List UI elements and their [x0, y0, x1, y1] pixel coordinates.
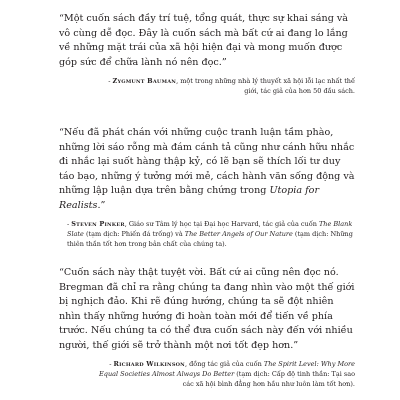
- quote-text: [59, 126, 355, 213]
- attribution-dash: -: [109, 360, 114, 368]
- quote-text-end: .”: [97, 199, 106, 211]
- author-book-title: The Blank Slate: [67, 220, 353, 238]
- quote-block-pinker: [59, 126, 355, 249]
- author-description: , một trong những nhà lý thuyết xã hội lỗi lạc nhất thế giới, tác giả của hơn 50 đầu sách.: [176, 77, 355, 95]
- author-description: (tạm dịch: Phiến đá trống) và: [83, 230, 185, 238]
- quote-block-wilkinson: [59, 266, 355, 389]
- author-book-title: The Better Angels of Our Nature: [184, 230, 293, 238]
- quote-block-bauman: [59, 12, 355, 96]
- quote-text-part: “Nếu đã phát chán với những cuộc tranh luận tầm phào, những lời sáo rỗng mà đám cánh tả cũng như cánh hữu nhắc đi nhắc lại suốt hàng thập kỷ, có lẽ bạn sẽ thích lối tư duy táo bạo, những ý tưởng mới mẻ, cách hành văn sống động và những lập luận dựa trên bằng chứng trong: [59, 127, 355, 196]
- quote-text: “Cuốn sách này thật tuyệt vời. Bất cứ ai cũng nên đọc nó. Bregman đã chỉ ra rằng chúng ta đang nhìn vào một thế giới bị nghịch đảo. Khi rẽ đúng hướng, chúng ta sẽ đột nhiên nhìn thấy những hướng đi hoàn toàn mới để tiến về phía trước. Nếu chúng ta có thể đưa cuốn sách này đến với nhiều người, thế giới sẽ trở thành một nơi tốt đẹp hơn.”: [59, 267, 355, 351]
- quote-attribution: [67, 219, 355, 249]
- author-name: Richard Wilkinson: [113, 360, 185, 368]
- quote-text: “Một cuốn sách đầy trí tuệ, tổng quát, thực sự khai sáng và vô cùng dễ đọc. Đây là cuốn sách mà bất cứ ai đang lo lắng về những mặt trái của xã hội hiện đại và mong muốn được góp sức để chữa lành nó nên đọc.”: [59, 13, 349, 68]
- attribution-dash: -: [67, 220, 72, 228]
- author-description: , Giáo sư Tâm lý học tại Đại học Harvard, tác giả của cuốn: [124, 220, 319, 228]
- author-description: (tạm dịch: Cấp độ tinh thần: Tại sao các xã hội bình đẳng hơn hầu như luôn làm tốt hơn).: [182, 370, 355, 388]
- attribution-dash: -: [108, 77, 113, 85]
- author-book-title: The Spirit Level: Why More Equal Societies Almost Always Do Better: [99, 360, 355, 378]
- author-name: Zygmunt Bauman: [112, 77, 177, 85]
- quote-attribution: [59, 359, 355, 389]
- author-description: (tạm dịch: Những thiên thần tốt hơn trong bản chất của chúng ta).: [67, 230, 353, 248]
- author-name: Steven Pinker: [71, 220, 125, 228]
- author-description: , đồng tác giả của cuốn: [184, 360, 264, 368]
- book-title: Utopia for Realists: [59, 185, 320, 211]
- quote-attribution: [59, 76, 355, 96]
